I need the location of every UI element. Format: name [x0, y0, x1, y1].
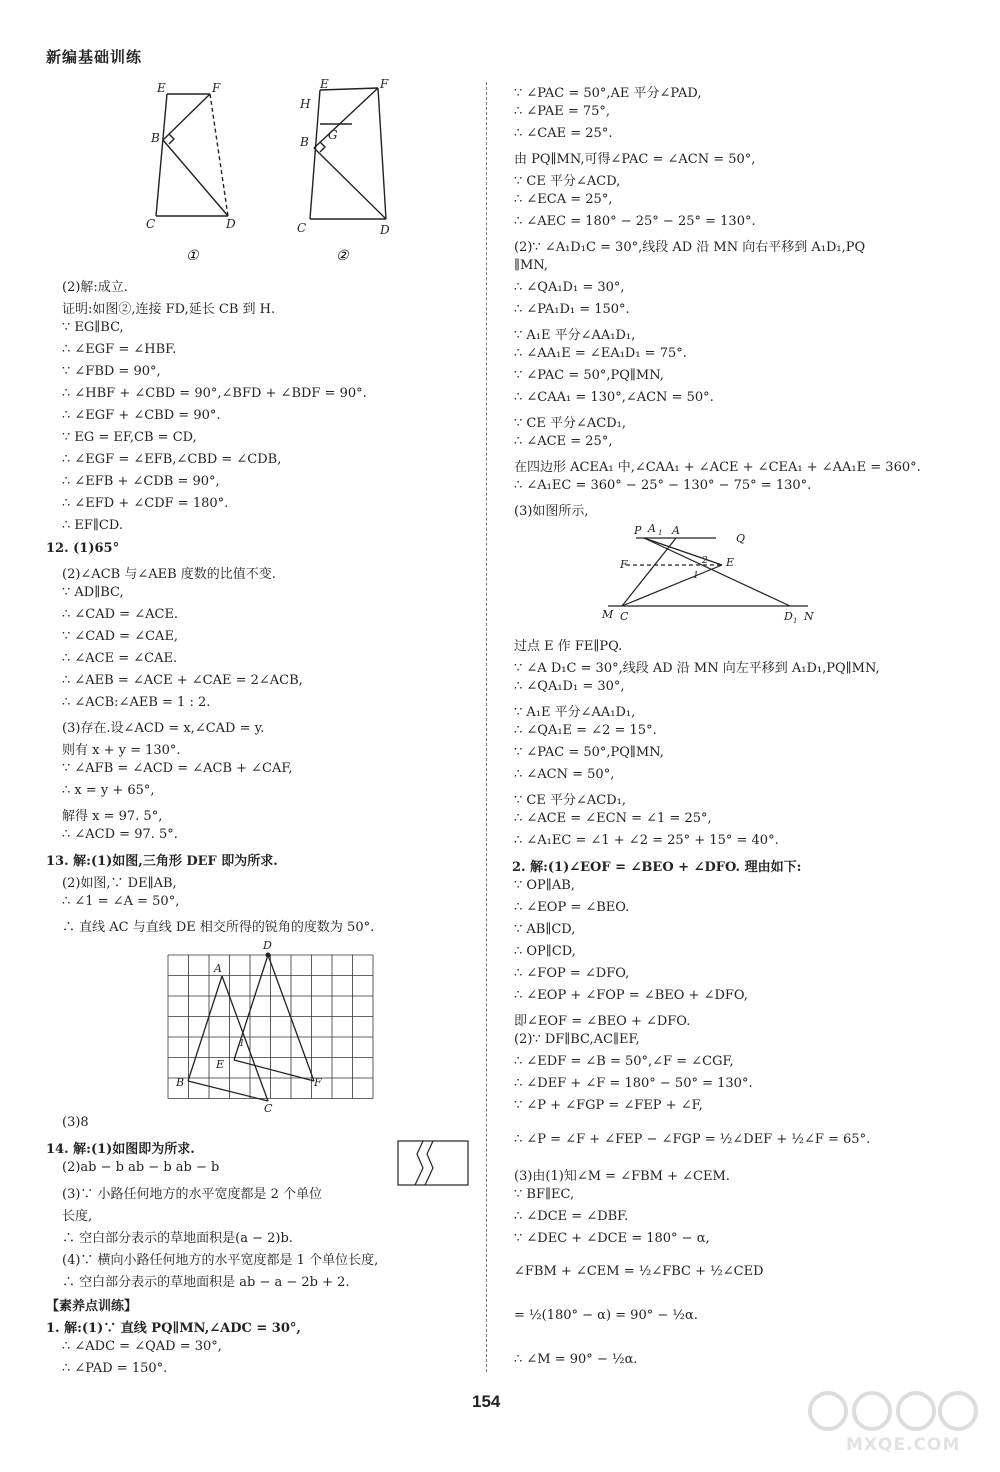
text-line: (2)∵ ∠A₁D₁C = 30°,线段 AD 沿 MN 向右平移到 A₁D₁,PQ: [514, 240, 866, 255]
grid-figure: [162, 938, 382, 1114]
text-line: ∵ ∠DEC + ∠DCE = 180° − α,: [514, 1231, 710, 1246]
label-F: F: [380, 77, 389, 91]
text-line: ∴ ∠PA₁D₁ = 150°.: [514, 302, 630, 317]
text-line: (3)存在.设∠ACD = x,∠CAD = y.: [62, 721, 265, 736]
text-line: 即∠EOF = ∠BEO + ∠DFO.: [514, 1014, 691, 1029]
watermark-text: MXQE.COM: [846, 1435, 961, 1455]
text-line: ∴ ∠AEC = 180° − 25° − 25° = 130°.: [514, 214, 756, 229]
text-line: (2)解:成立.: [62, 280, 128, 295]
label-F: F: [620, 558, 628, 571]
text-line: ∴ ∠ACE = ∠CAE.: [62, 651, 178, 666]
figure-1: [140, 78, 250, 268]
label-D1: D: [784, 610, 793, 623]
text-line: ∵ CE 平分∠ACD₁,: [514, 793, 626, 808]
text-line: ∴ ∠ADC = ∠QAD = 30°,: [62, 1339, 222, 1354]
label-D: D: [263, 939, 272, 952]
text-line: ∴ ∠CAD = ∠ACE.: [62, 607, 179, 622]
label-C: C: [620, 610, 629, 623]
label-A: A: [672, 524, 680, 537]
book-title: 新编基础训练: [46, 48, 143, 66]
text-line: ∵ ∠CAD = ∠CAE,: [62, 629, 179, 644]
text-line: ∵ ∠FBD = 90°,: [62, 364, 161, 379]
label-G: G: [328, 128, 338, 142]
text-line: ∴ ∠ECA = 25°,: [514, 192, 613, 207]
label-C: C: [146, 217, 156, 231]
text-line: ∴ ∠EFB + ∠CDB = 90°,: [62, 474, 220, 489]
text-line: ∵ EG∥BC,: [62, 320, 124, 335]
text-line: ∴ ∠ACE = ∠ECN = ∠1 = 25°,: [514, 811, 712, 826]
watermark: [800, 1385, 990, 1465]
text-line: ∵ AB∥CD,: [514, 922, 576, 937]
label-B: B: [176, 1076, 185, 1089]
parallel-lines-figure: [598, 520, 828, 630]
text-line: ∵ ∠P + ∠FGP = ∠FEP + ∠F,: [514, 1098, 703, 1113]
text-line: ∴ 直线 AC 与直线 DE 相交所得的锐角的度数为 50°.: [62, 920, 375, 935]
text-line: ∵ A₁E 平分∠AA₁D₁,: [514, 705, 636, 720]
label-C: C: [297, 221, 307, 235]
text-line: ∴ ∠EOP + ∠FOP = ∠BEO + ∠DFO,: [514, 988, 748, 1003]
text-line: ∴ ∠QA₁D₁ = 30°,: [514, 679, 625, 694]
text-line: ∴ ∠QA₁E = ∠2 = 15°.: [514, 723, 657, 738]
label-B: B: [151, 131, 160, 145]
figure-caption-1: ①: [186, 248, 199, 264]
label-E: E: [157, 81, 166, 95]
path-figure: [397, 1140, 469, 1186]
text-line: ∴ x = y + 65°,: [62, 783, 155, 798]
text-line: ∵ AD∥BC,: [62, 585, 124, 600]
label-D1-sub: 1: [793, 617, 798, 625]
text-line: (2)∵ DF∥BC,AC∥EF,: [514, 1032, 640, 1047]
text-line: ∴ ∠DEF + ∠F = 180° − 50° = 130°.: [514, 1076, 753, 1091]
text-line: ∴ ∠PAE = 75°,: [514, 104, 611, 119]
text-line: ∴ 空白部分表示的草地面积是 ab − a − 2b + 2.: [62, 1275, 350, 1290]
label-angle-2: 2: [702, 556, 708, 566]
label-P: P: [634, 524, 642, 537]
text-line: 1. 解:(1)∵ 直线 PQ∥MN,∠ADC = 30°,: [46, 1321, 301, 1336]
text-line: (3)如图所示,: [514, 504, 589, 519]
text-line: = ½(180° − α) = 90° − ½α.: [514, 1308, 698, 1323]
text-line: ∴ ∠ACN = 50°,: [514, 767, 615, 782]
text-line: 2. 解:(1)∠EOF = ∠BEO + ∠DFO. 理由如下:: [512, 860, 802, 875]
text-line: ∴ EF∥CD.: [62, 518, 123, 533]
text-line: ∴ ∠CAA₁ = 130°,∠ACN = 50°.: [514, 390, 714, 405]
text-line: ∴ ∠EDF = ∠B = 50°,∠F = ∠CGF,: [514, 1054, 734, 1069]
label-F: F: [212, 81, 221, 95]
text-line: ∵ ∠PAC = 50°,AE 平分∠PAD,: [514, 86, 702, 101]
text-line: ∴ ∠ACD = 97. 5°.: [62, 827, 178, 842]
text-line: ∴ ∠M = 90° − ½α.: [514, 1352, 638, 1367]
text-line: 长度,: [62, 1209, 93, 1224]
text-line: ∴ ∠PAD = 150°.: [62, 1361, 168, 1376]
text-line: ∴ ∠HBF + ∠CBD = 90°,∠BFD + ∠BDF = 90°.: [62, 386, 367, 401]
text-line: 由 PQ∥MN,可得∠PAC = ∠ACN = 50°,: [514, 152, 756, 167]
text-line: ∵ ∠AFB = ∠ACD = ∠ACB + ∠CAF,: [62, 761, 293, 776]
text-line: 13. 解:(1)如图,三角形 DEF 即为所求.: [46, 854, 278, 869]
text-line: (3)8: [62, 1115, 89, 1130]
label-N: N: [804, 610, 814, 623]
label-Q: Q: [736, 532, 746, 545]
label-A1: A: [648, 522, 656, 535]
label-C: C: [264, 1102, 273, 1114]
page-number: 154: [472, 1392, 501, 1411]
text-line: ∴ ∠AA₁E = ∠EA₁D₁ = 75°.: [514, 346, 687, 361]
text-line: 在四边形 ACEA₁ 中,∠CAA₁ + ∠ACE + ∠CEA₁ + ∠AA₁E = 360°.: [514, 460, 921, 475]
label-D: D: [226, 217, 236, 231]
text-line: ∵ ∠A D₁C = 30°,线段 AD 沿 MN 向左平移到 A₁D₁,PQ∥MN,: [514, 661, 880, 676]
text-line: 过点 E 作 FE∥PQ.: [514, 639, 623, 654]
text-line: (2)ab − b ab − b ab − b: [62, 1160, 220, 1175]
text-line: ∵ ∠PAC = 50°,PQ∥MN,: [514, 368, 664, 383]
text-line: ∵ CE 平分∠ACD,: [514, 174, 621, 189]
label-A: A: [214, 962, 222, 975]
text-line: ∴ 空白部分表示的草地面积是(a − 2)b.: [62, 1231, 293, 1246]
text-line: ∴ ∠ACB:∠AEB = 1 : 2.: [62, 695, 211, 710]
text-line: ∴ ∠EGF + ∠CBD = 90°.: [62, 408, 221, 423]
text-line: ∴ ∠P = ∠F + ∠FEP − ∠FGP = ½∠DEF + ½∠F = 65°.: [514, 1132, 871, 1147]
figure-2: [290, 76, 405, 268]
label-D: D: [380, 223, 390, 237]
text-line: ∴ ∠1 = ∠A = 50°,: [62, 894, 180, 909]
text-line: ∴ ∠EFD + ∠CDF = 180°.: [62, 496, 229, 511]
text-line: ∴ ∠FOP = ∠DFO,: [514, 966, 630, 981]
text-line: ∵ A₁E 平分∠AA₁D₁,: [514, 328, 636, 343]
text-line: ∵ ∠PAC = 50°,PQ∥MN,: [514, 745, 664, 760]
text-line: (3)∵ 小路任何地方的水平宽度都是 2 个单位: [62, 1187, 323, 1202]
text-line: (2)如图,∵ DE∥AB,: [62, 876, 177, 891]
text-line: (2)∠ACB 与∠AEB 度数的比值不变.: [62, 567, 276, 582]
text-line: 14. 解:(1)如图即为所求.: [46, 1142, 195, 1157]
text-line: ∴ ∠EGF = ∠EFB,∠CBD = ∠CDB,: [62, 452, 282, 467]
text-line: ∴ ∠EGF = ∠HBF.: [62, 342, 177, 357]
text-line: ∠FBM + ∠CEM = ½∠FBC + ½∠CED: [514, 1264, 764, 1279]
text-line: 解得 x = 97. 5°,: [62, 809, 163, 824]
label-F: F: [314, 1076, 322, 1089]
text-line: (3)由(1)知∠M = ∠FBM + ∠CEM.: [514, 1169, 730, 1184]
label-E: E: [320, 77, 329, 91]
label-M: M: [602, 608, 614, 621]
label-E: E: [726, 556, 735, 569]
text-line: ∴ ∠A₁EC = 360° − 25° − 130° − 75° = 130°.: [514, 478, 812, 493]
label-angle-1: 1: [693, 571, 699, 581]
text-line: 【素养点训练】: [46, 1299, 138, 1314]
text-line: ∵ EG = EF,CB = CD,: [62, 430, 197, 445]
text-line: ∴ ∠CAE = 25°.: [514, 126, 613, 141]
text-line: (4)∵ 横向小路任何地方的水平宽度都是 1 个单位长度,: [62, 1253, 379, 1268]
label-B: B: [300, 135, 309, 149]
label-E: E: [216, 1058, 225, 1071]
text-line: ∴ ∠DCE = ∠DBF.: [514, 1209, 629, 1224]
text-line: 12. (1)65°: [46, 541, 120, 556]
text-line: ∵ CE 平分∠ACD₁,: [514, 416, 626, 431]
figure-caption-2: ②: [336, 248, 349, 264]
text-line: ∴ ∠ACE = 25°,: [514, 434, 613, 449]
text-line: ∵ BF∥EC,: [514, 1187, 575, 1202]
text-line: ∵ OP∥AB,: [514, 878, 575, 893]
text-line: ∴ ∠EOP = ∠BEO.: [514, 900, 630, 915]
label-angle-1: 1: [239, 1039, 245, 1049]
text-line: 证明:如图②,连接 FD,延长 CB 到 H.: [62, 302, 276, 317]
text-line: ∴ ∠A₁EC = ∠1 + ∠2 = 25° + 15° = 40°.: [514, 833, 779, 848]
text-line: 则有 x + y = 130°.: [62, 743, 181, 758]
label-A1-sub: 1: [658, 529, 663, 537]
text-line: ∴ ∠AEB = ∠ACE + ∠CAE = 2∠ACB,: [62, 673, 303, 688]
text-line: ∴ ∠QA₁D₁ = 30°,: [514, 280, 625, 295]
text-line: ∴ OP∥CD,: [514, 944, 576, 959]
label-H: H: [300, 97, 311, 111]
watermark-logo: [800, 1385, 990, 1441]
column-divider: [486, 82, 487, 1372]
text-line: ∥MN,: [514, 258, 548, 273]
